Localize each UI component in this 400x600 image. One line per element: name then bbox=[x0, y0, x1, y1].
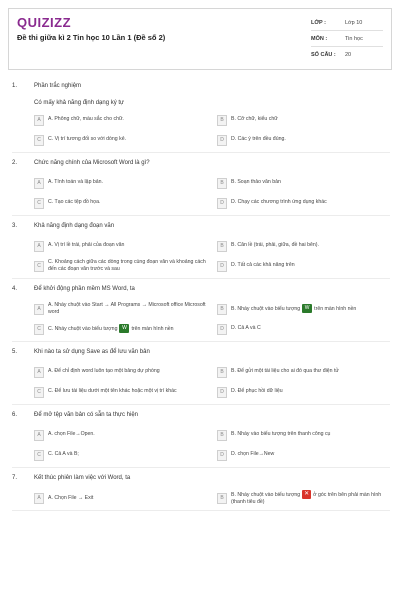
option-letter-box[interactable]: C bbox=[34, 261, 44, 272]
answer-option[interactable] bbox=[217, 173, 390, 193]
option-letter-box[interactable]: B bbox=[217, 493, 227, 504]
option-letter-box[interactable]: C bbox=[34, 198, 44, 209]
question-header bbox=[12, 279, 390, 299]
option-letter-box[interactable]: A bbox=[34, 430, 44, 441]
option-text bbox=[231, 304, 356, 313]
answer-options bbox=[12, 110, 390, 150]
option-text: B. Cỡ chữ, kiểu chữ bbox=[231, 116, 278, 123]
option-text: A. Nháy chuột vào Start → All Programs → Microsoft office Microsoft word bbox=[48, 301, 206, 315]
answer-option[interactable] bbox=[34, 425, 207, 445]
question-header bbox=[12, 342, 390, 362]
option-letter-box[interactable]: D bbox=[217, 450, 227, 461]
answer-option[interactable] bbox=[217, 236, 390, 256]
option-text: A. Vị trí lề trái, phải của đoạn văn bbox=[48, 242, 125, 249]
option-letter-box[interactable]: C bbox=[34, 324, 44, 335]
question-block bbox=[12, 342, 390, 405]
option-text: A. Phông chữ, màu sắc cho chữ. bbox=[48, 116, 124, 123]
question-header bbox=[12, 405, 390, 425]
answer-option[interactable] bbox=[34, 488, 207, 508]
answer-options bbox=[12, 488, 390, 508]
answer-option[interactable] bbox=[34, 382, 207, 402]
question-block bbox=[12, 76, 390, 153]
question-block bbox=[12, 468, 390, 511]
answer-option[interactable] bbox=[217, 256, 390, 276]
answer-option[interactable] bbox=[217, 130, 390, 150]
question-number: 5. bbox=[12, 349, 18, 355]
exam-title: Đề thi giữa kì 2 Tin học 10 Lần 1 (Đề số 2) bbox=[17, 33, 166, 42]
answer-option[interactable] bbox=[34, 173, 207, 193]
meta-value: 20 bbox=[345, 52, 352, 58]
option-letter-box[interactable]: B bbox=[217, 241, 227, 252]
option-letter-box[interactable]: B bbox=[217, 430, 227, 441]
option-letter-box[interactable]: A bbox=[34, 304, 44, 315]
option-letter-box[interactable]: D bbox=[217, 324, 227, 335]
question-list bbox=[0, 70, 400, 511]
option-letter-box[interactable]: D bbox=[217, 135, 227, 146]
question-header bbox=[12, 216, 390, 236]
question-header bbox=[12, 76, 390, 96]
option-text: A. Tính toán và lập bản. bbox=[48, 179, 103, 186]
option-letter-box[interactable]: A bbox=[34, 493, 44, 504]
option-text: B. Để gửi một tài liệu cho ai đó qua thư điện tử bbox=[231, 368, 339, 375]
option-text: D. Các ý trên đều đúng. bbox=[231, 136, 286, 143]
option-text-after: ở góc trên bên phải màn hình (thanh tiêu đề) bbox=[231, 491, 382, 506]
option-letter-box[interactable]: A bbox=[34, 115, 44, 126]
question-subtext: Có mấy khả năng định dạng ký tự bbox=[34, 100, 125, 106]
question-text: Chức năng chính của Microsoft Word là gì? bbox=[34, 160, 150, 166]
answer-option[interactable] bbox=[34, 299, 207, 319]
option-text: C. Cả A và B; bbox=[48, 451, 79, 458]
option-text: C. Vị trí tương đối so với dòng kẻ. bbox=[48, 136, 127, 143]
question-text: Phần trắc nghiệm bbox=[34, 83, 82, 89]
question-header bbox=[12, 468, 390, 488]
option-letter-box[interactable]: A bbox=[34, 241, 44, 252]
question-header bbox=[12, 153, 390, 173]
answer-options bbox=[12, 362, 390, 402]
question-block bbox=[12, 279, 390, 342]
meta-label: MÔN : bbox=[311, 35, 328, 42]
answer-options bbox=[12, 299, 390, 339]
option-letter-box[interactable]: A bbox=[34, 367, 44, 378]
meta-label: SỐ CÂU : bbox=[311, 52, 336, 58]
option-text: B. Soạn thảo văn bản bbox=[231, 179, 281, 186]
answer-option[interactable] bbox=[217, 382, 390, 402]
question-block bbox=[12, 405, 390, 468]
answer-option[interactable] bbox=[34, 130, 207, 150]
answer-option[interactable] bbox=[34, 362, 207, 382]
answer-option[interactable] bbox=[217, 425, 390, 445]
question-number: 1. bbox=[12, 83, 18, 89]
answer-option[interactable] bbox=[34, 110, 207, 130]
option-text bbox=[48, 324, 174, 333]
question-text: Để mở tệp văn bản có sẵn ta thực hiện bbox=[34, 412, 139, 418]
quiz-header bbox=[8, 8, 392, 70]
meta-row-count bbox=[311, 47, 383, 63]
quizizz-logo: QUIZIZZ bbox=[17, 15, 72, 30]
option-letter-box[interactable]: C bbox=[34, 135, 44, 146]
option-text: D. Tất cả các khả năng trên bbox=[231, 262, 295, 269]
option-letter-box[interactable]: D bbox=[217, 198, 227, 209]
word-icon: W bbox=[302, 304, 312, 313]
answer-option[interactable] bbox=[217, 362, 390, 382]
question-block bbox=[12, 216, 390, 279]
meta-row-subject bbox=[311, 31, 383, 47]
answer-option[interactable] bbox=[34, 445, 207, 465]
answer-option[interactable] bbox=[217, 445, 390, 465]
option-letter-box[interactable]: C bbox=[34, 450, 44, 461]
question-number: 7. bbox=[12, 475, 18, 481]
question-text: Khả năng định dạng đoạn văn bbox=[34, 223, 115, 229]
option-text: B. Nháy vào biểu tượng trên thanh công cụ bbox=[231, 431, 331, 438]
close-icon: ✕ bbox=[304, 491, 310, 497]
option-text-before: C. Nháy chuột vào biểu tượng bbox=[48, 326, 118, 333]
option-text: A. Chọn File → Exit bbox=[48, 494, 94, 501]
option-letter-box[interactable]: D bbox=[217, 387, 227, 398]
question-number: 4. bbox=[12, 286, 18, 292]
option-text: A. Để chỉ định word luôn tạo một bảng dự phòng bbox=[48, 368, 160, 375]
answer-option[interactable] bbox=[34, 319, 207, 339]
answer-option[interactable] bbox=[34, 256, 207, 276]
answer-options bbox=[12, 173, 390, 213]
option-text: C. Tạo các tệp đồ họa. bbox=[48, 199, 101, 206]
option-letter-box[interactable]: B bbox=[217, 367, 227, 378]
option-text: C. Để lưu tài liệu dưới một tên khác hoặc một vị trí khác bbox=[48, 388, 177, 395]
option-text-after: trên màn hình nền bbox=[314, 306, 357, 313]
meta-value: Lớp 10 bbox=[345, 19, 363, 26]
answer-option[interactable] bbox=[34, 193, 207, 213]
option-text: D. chọn File→New bbox=[231, 451, 275, 458]
question-text: Khi nào ta sử dụng Save as để lưu văn bản bbox=[34, 349, 150, 355]
option-text-before: B. Nháy chuột vào biểu tượng bbox=[231, 306, 301, 313]
exam-meta bbox=[311, 15, 383, 63]
answer-option[interactable] bbox=[217, 299, 390, 319]
option-text: D. Để phục hồi dữ liệu bbox=[231, 388, 283, 395]
option-letter-box[interactable]: C bbox=[34, 387, 44, 398]
answer-option[interactable] bbox=[217, 319, 390, 339]
option-text-before: B. Nháy chuột vào biểu tượng bbox=[231, 491, 301, 498]
option-text-after: trên màn hình nền bbox=[131, 326, 174, 333]
question-text: Kết thúc phiên làm việc với Word, ta bbox=[34, 475, 131, 481]
question-number: 3. bbox=[12, 223, 18, 229]
option-text: D. Chạy các chương trình ứng dụng khác bbox=[231, 199, 327, 206]
option-text: B. Căn lề (trái, phải, giữa, đề hai bên). bbox=[231, 242, 319, 249]
option-text bbox=[231, 490, 390, 506]
question-number: 2. bbox=[12, 160, 18, 166]
option-letter-box[interactable]: B bbox=[217, 304, 227, 315]
answer-options bbox=[12, 236, 390, 276]
meta-value: Tin học bbox=[345, 35, 363, 42]
question-number: 6. bbox=[12, 412, 18, 418]
answer-options bbox=[12, 425, 390, 465]
option-text: D. Cả A và C bbox=[231, 325, 261, 332]
option-letter-box[interactable]: D bbox=[217, 261, 227, 272]
question-text: Để khởi động phần mềm MS Word, ta bbox=[34, 286, 135, 292]
answer-option[interactable] bbox=[217, 488, 390, 508]
meta-row-class bbox=[311, 15, 383, 31]
answer-option[interactable] bbox=[217, 193, 390, 213]
answer-option[interactable] bbox=[217, 110, 390, 130]
question-divider bbox=[12, 510, 390, 511]
option-text: C. Khoảng cách giữa các dòng trong cùng đoạn văn và khoảng cách đến các đoạn văn trước và sau bbox=[48, 258, 206, 272]
word-icon: W bbox=[119, 324, 129, 333]
question-block bbox=[12, 153, 390, 216]
option-letter-box[interactable]: A bbox=[34, 178, 44, 189]
meta-label: LỚP : bbox=[311, 19, 326, 26]
option-letter-box[interactable]: B bbox=[217, 178, 227, 189]
answer-option[interactable] bbox=[34, 236, 207, 256]
option-text: A. chọn File→Open. bbox=[48, 431, 95, 438]
option-letter-box[interactable]: B bbox=[217, 115, 227, 126]
